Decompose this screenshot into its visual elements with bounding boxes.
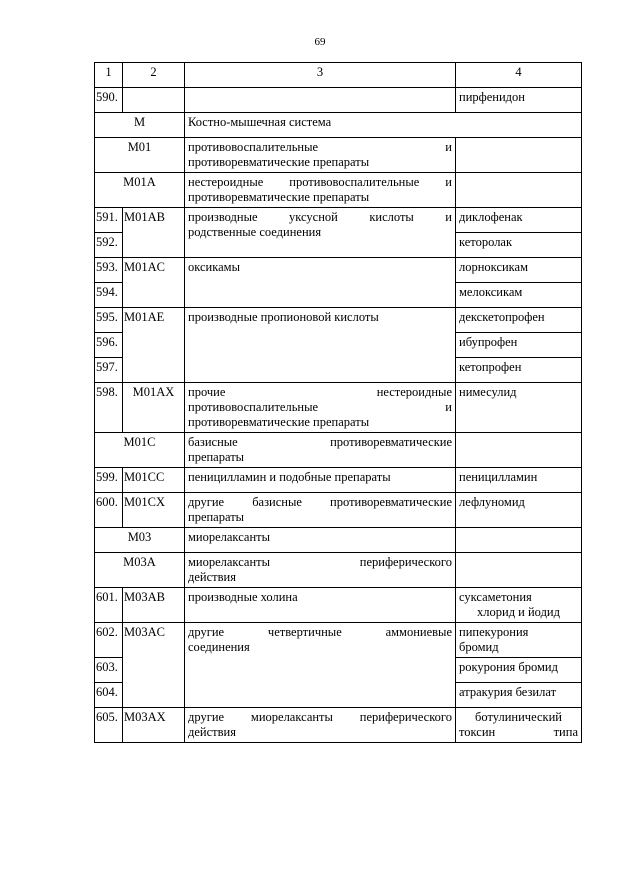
- group-name: другие четвертичные аммониевые соединения: [185, 623, 456, 708]
- table-row: [95, 138, 582, 173]
- table-row: [95, 383, 582, 433]
- atc-code: M01CX: [123, 493, 185, 528]
- row-number: 602.: [95, 623, 123, 658]
- drug-name: рокурония бромид: [456, 658, 582, 683]
- row-number: 592.: [95, 233, 123, 258]
- table-row: [95, 113, 582, 138]
- group-name: [185, 88, 456, 113]
- table-row: [95, 173, 582, 208]
- drug-name: нимесулид: [456, 383, 582, 433]
- drug-name: декскетопрофен: [456, 308, 582, 333]
- table-row: [95, 493, 582, 528]
- drug-name: лорноксикам: [456, 258, 582, 283]
- atc-code: M03A: [95, 553, 185, 588]
- atc-code: M03: [95, 528, 185, 553]
- row-number: 604.: [95, 683, 123, 708]
- atc-code: M01CC: [123, 468, 185, 493]
- atc-code: M01AE: [123, 308, 185, 383]
- group-name: производные холина: [185, 588, 456, 623]
- row-number: 598.: [95, 383, 123, 433]
- drug-name: [456, 528, 582, 553]
- group-name: противовоспалительные и противоревматические препараты: [185, 138, 456, 173]
- group-name: миорелаксанты периферического действия: [185, 553, 456, 588]
- table-row: [95, 528, 582, 553]
- drug-name: кетопрофен: [456, 358, 582, 383]
- group-name: производные пропионовой кислоты: [185, 308, 456, 383]
- row-number: 600.: [95, 493, 123, 528]
- drug-name: мелоксикам: [456, 283, 582, 308]
- drug-name: [456, 553, 582, 588]
- row-number: 605.: [95, 708, 123, 743]
- atc-code: M01C: [95, 433, 185, 468]
- drug-name: [456, 433, 582, 468]
- table-row: [95, 308, 582, 333]
- group-name: нестероидные противовоспалительные и противоревматические препараты: [185, 173, 456, 208]
- atc-code: M01A: [95, 173, 185, 208]
- drug-name: ибупрофен: [456, 333, 582, 358]
- drug-name: лефлуномид: [456, 493, 582, 528]
- atc-code: M: [95, 113, 185, 138]
- header-col-1: 1: [95, 63, 123, 88]
- drug-name: ботулинический токсин типа: [456, 708, 582, 743]
- row-number: 597.: [95, 358, 123, 383]
- drug-name: кеторолак: [456, 233, 582, 258]
- group-name: оксикамы: [185, 258, 456, 308]
- group-name: базисные противоревматические препараты: [185, 433, 456, 468]
- group-name: миорелаксанты: [185, 528, 456, 553]
- atc-code: [123, 88, 185, 113]
- row-number: 596.: [95, 333, 123, 358]
- header-col-2: 2: [123, 63, 185, 88]
- header-col-4: 4: [456, 63, 582, 88]
- drug-name: пипекурония бромид: [456, 623, 582, 658]
- table-row: [95, 88, 582, 113]
- table-row: [95, 208, 582, 233]
- group-name: пеницилламин и подобные препараты: [185, 468, 456, 493]
- group-name: производные уксусной кислоты и родственные соединения: [185, 208, 456, 258]
- group-name: прочие нестероидные противовоспалительные и противоревматические препараты: [185, 383, 456, 433]
- atc-code: M01: [95, 138, 185, 173]
- drug-name: атракурия безилат: [456, 683, 582, 708]
- row-number: 591.: [95, 208, 123, 233]
- drug-name: пирфенидон: [456, 88, 582, 113]
- row-number: 594.: [95, 283, 123, 308]
- drug-name: суксаметония хлорид и йодид: [456, 588, 582, 623]
- table-row: [95, 258, 582, 283]
- row-number: 603.: [95, 658, 123, 683]
- row-number: 593.: [95, 258, 123, 283]
- drug-name: [456, 138, 582, 173]
- drug-name: пеницилламин: [456, 468, 582, 493]
- table-row: [95, 433, 582, 468]
- page-number: 69: [314, 36, 326, 48]
- group-name: другие базисные противоревматические препараты: [185, 493, 456, 528]
- group-name: другие миорелаксанты периферического действия: [185, 708, 456, 743]
- table-row: [95, 588, 582, 623]
- table-row: [95, 708, 582, 743]
- header-row: [95, 63, 582, 88]
- atc-code: M03AC: [123, 623, 185, 708]
- drug-name: диклофенак: [456, 208, 582, 233]
- drug-name: [456, 173, 582, 208]
- table-row: [95, 623, 582, 658]
- row-number: 595.: [95, 308, 123, 333]
- medication-table: [94, 62, 582, 743]
- table-row: [95, 553, 582, 588]
- header-col-3: 3: [185, 63, 456, 88]
- atc-code: M03AB: [123, 588, 185, 623]
- table-row: [95, 468, 582, 493]
- atc-code: M01AB: [123, 208, 185, 258]
- row-number: 599.: [95, 468, 123, 493]
- row-number: 590.: [95, 88, 123, 113]
- group-name: Костно-мышечная система: [185, 113, 582, 138]
- atc-code: M01AX: [123, 383, 185, 433]
- atc-code: M01AC: [123, 258, 185, 308]
- row-number: 601.: [95, 588, 123, 623]
- atc-code: M03AX: [123, 708, 185, 743]
